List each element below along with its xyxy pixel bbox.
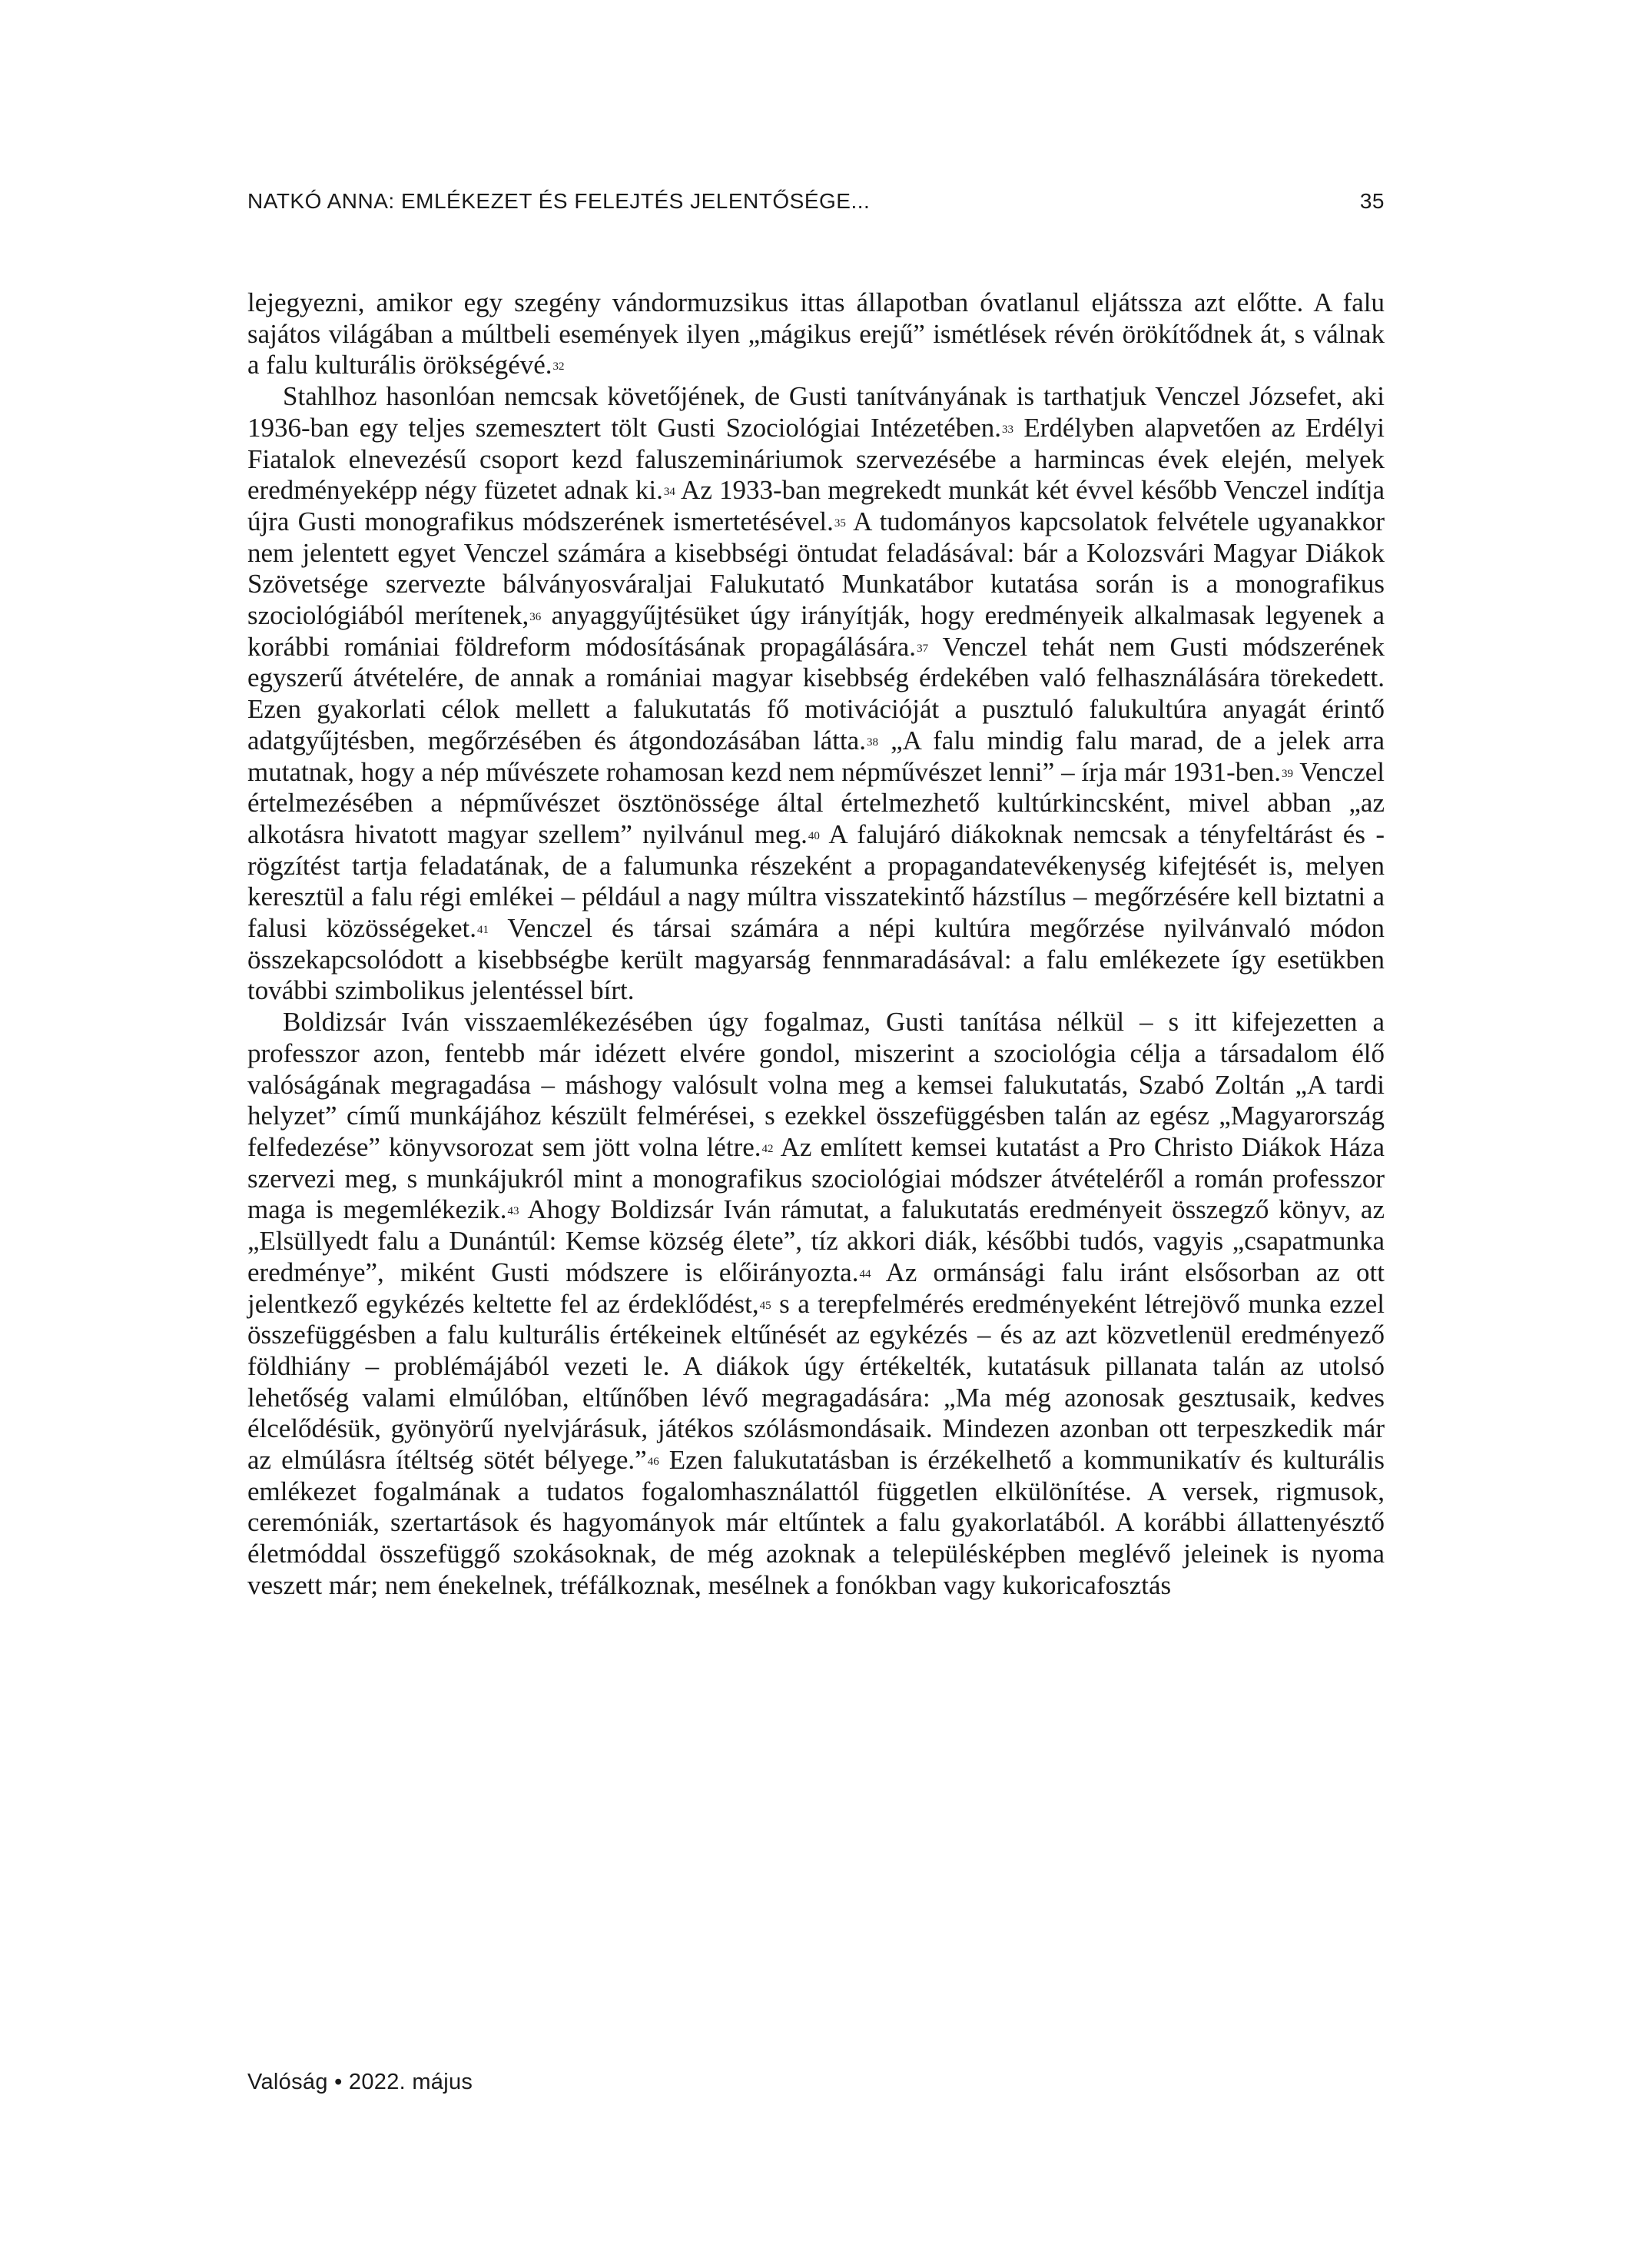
text-segment: Az ormánsági falu iránt elsősorban az ott jelentkező egykézés keltette fel az érdeklődést, (247, 1257, 1385, 1319)
text-segment: anyaggyűjtésüket úgy irányítják, hogy eredményeik alkalmasak legyenek a korábbi romániai földreform módosításának propagálására. (247, 600, 1385, 662)
text-segment: Az 1933-ban megrekedt munkát két évvel később Venczel indítja újra Gusti monografikus módszerének ismertetésével. (247, 475, 1385, 536)
footnote-marker: 32 (552, 360, 565, 374)
page-number: 35 (1359, 189, 1385, 213)
footnote-marker: 34 (663, 486, 675, 499)
text-segment: A falujáró diákoknak nemcsak a tényfeltárást és -rögzítést tartja feladatának, de a falumunka részeként a propagandatevékenység kifejtését is, melyen keresztül a falu régi emlékei – például a nagy múltra visszatekintő házstílus – megőrzésére kell biztatni a falusi közösségeket. (247, 819, 1385, 944)
footnote-marker: 41 (477, 924, 489, 937)
running-header (247, 189, 1385, 220)
footnote-marker: 35 (834, 516, 846, 530)
footnote-marker: 46 (647, 1456, 659, 1469)
text-segment: Az említett kemsei kutatást a Pro Christo Diákok Háza szervezi meg, s munkájukról mint a monografikus szociológiai módszer átvételéről a román professzor maga is megemlékezik. (247, 1131, 1385, 1225)
footnote-marker: 42 (761, 1142, 774, 1155)
footnote-marker: 43 (507, 1205, 519, 1218)
footnote-marker: 33 (1001, 423, 1013, 436)
text-segment: Ahogy Boldizsár Iván rámutat, a falukutatás eredményeit összegző könyv, az „Elsüllyedt falu a Dunántúl: Kemse község élete”, tíz akkori diák, későbbi tudós, vagyis „csapatmunka eredménye”, miként Gusti módszere is előirányozta. (247, 1194, 1385, 1287)
page-footer (247, 2070, 473, 2095)
footnote-marker: 40 (808, 829, 820, 842)
text-segment: A tudományos kapcsolatok felvétele ugyanakkor nem jelentett egyet Venczel számára a kisebbségi öntudat feladásával: bár a Kolozsvári Magyar Diákok Szövetsége szervezte bálványosváraljai Falukutató Munkatábor kutatása során is a monografikus szociológiából merítenek, (247, 506, 1385, 631)
text-segment: „A falu mindig falu marad, de a jelek arra mutatnak, hogy a nép művészete rohamosan kezd nem népművészet lenni” – írja már 1931-ben. (247, 725, 1385, 787)
text-segment: Ezen falukutatásban is érzékelhető a kommunikatív és kulturális emlékezet fogalmának a tudatos fogalomhasználattól független elkülönítése. A versek, rigmusok, ceremóniák, szertartások és hagyományok már eltűntek a falu gyakorlatából. A korábbi állattenyésztő életmóddal összefüggő szokásoknak, de még azoknak a településképben meglévő jeleinek is nyoma veszett már; nem énekelnek, tréfálkoznak, mesélnek a fonókban vagy kukoricafosztás (247, 1445, 1385, 1600)
text-segment: s a terepfelmérés eredményeként létrejövő munka ezzel összefüggésben a falu kulturális értékeinek eltűnését az egykézés – és az azt közvetlenül eredményező földhiány – problémájából vezeti le. A diákok úgy értékelték, kutatásuk pillanata talán az utolsó lehetőség valami elmúlóban, eltűnőben lévő megragadására: „Ma még azonosak gesztusaik, kedves élcelődésük, gyönyörű nyelvjárásuk, játékos szólásmondásaik. Mindezen azonban ott terpeszkedik már az elmúlásra ítéltség sötét bélyege.” (247, 1288, 1385, 1476)
footnote-marker: 45 (759, 1299, 771, 1312)
footnote-marker: 37 (917, 642, 929, 655)
text-segment: Venczel és társai számára a népi kultúra megőrzése nyilvánvaló módon összekapcsolódott a kisebbségbe került magyarság fennmaradásával: a falu emlékezete így esetükben további szimbolikus jelentéssel bírt. (247, 913, 1385, 1006)
text-segment: Erdélyben alapvetően az Erdélyi Fiatalok elnevezésű csoport kezd faluszemináriumok szervezésébe a harmincas évek elején, melyek eredményeképp négy füzetet adnak ki. (247, 412, 1385, 506)
running-title: NATKÓ ANNA: EMLÉKEZET ÉS FELEJTÉS JELENTŐSÉGE... (247, 189, 871, 213)
footnote-marker: 38 (866, 736, 878, 749)
footnote-marker: 39 (1282, 767, 1294, 780)
body-text (247, 287, 1385, 1602)
text-segment: Venczel tehát nem Gusti módszerének egyszerű átvételére, de annak a romániai magyar kisebbség érdekében való felhasználására törekedett. Ezen gyakorlati célok mellett a falukutatás fő motivációját a pusztuló falukultúra anyagát érintő adatgyűjtésben, megőrzésében és átgondozásában látta. (247, 631, 1385, 755)
footnote-marker: 36 (529, 611, 542, 624)
paragraph (247, 1007, 1385, 1601)
footnote-marker: 44 (859, 1267, 871, 1280)
footer-text: Valóság • 2022. május (247, 2070, 473, 2094)
text-segment: Stahlhoz hasonlóan nemcsak követőjének, de Gusti tanítványának is tarthatjuk Venczel Józsefet, aki 1936-ban egy teljes szemesztert tölt Gusti Szociológiai Intézetében. (247, 381, 1385, 443)
paragraph (247, 381, 1385, 1007)
paragraph (247, 287, 1385, 381)
text-segment: lejegyezni, amikor egy szegény vándormuzsikus ittas állapotban óvatlanul eljátssza azt előtte. A falu sajátos világában a múltbeli események ilyen „mágikus erejű” ismétlések révén örökítődnek át, s válnak a falu kulturális örökségévé. (247, 287, 1385, 380)
text-segment: Boldizsár Iván visszaemlékezésében úgy fogalmaz, Gusti tanítása nélkül – s itt kifejezetten a professzor azon, fentebb már idézett elvére gondol, miszerint a szociológia célja a társadalom élő valóságának megragadása – máshogy valósult volna meg a kemsei falukutatás, Szabó Zoltán „A tardi helyzet” című munkájához készült felmérései, s ezekkel összefüggésben talán az egész „Magyarország felfedezése” könyvsorozat sem jött volna létre. (247, 1007, 1385, 1162)
text-segment: Venczel értelmezésében a népművészet ösztönössége által értelmezhető kultúrkincsként, mivel abban „az alkotásra hivatott magyar szellem” nyilvánul meg. (247, 756, 1385, 849)
